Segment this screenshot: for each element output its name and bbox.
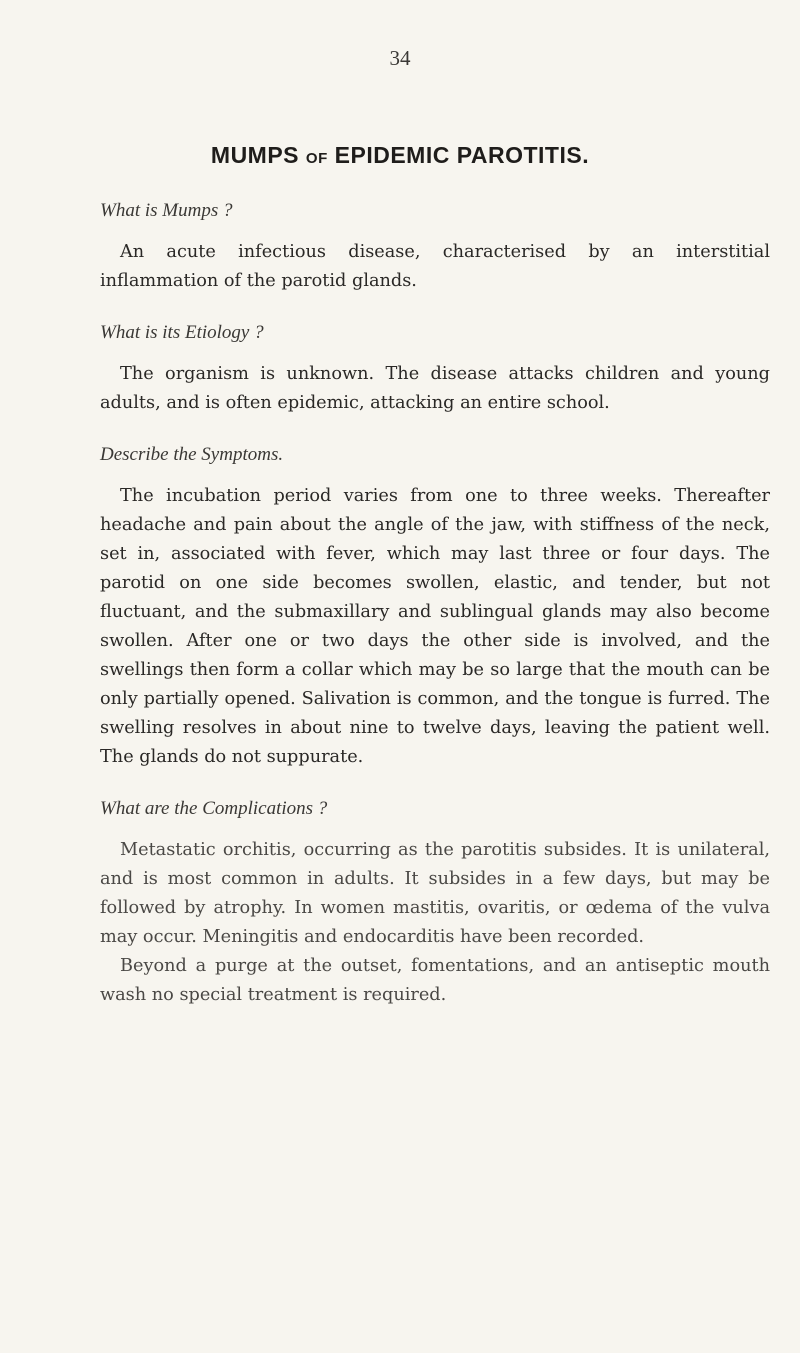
title-part-or: OF [305,150,328,167]
page-title [0,142,800,169]
section-definition [100,200,770,296]
question-heading: What are the Complications ? [100,798,328,819]
answer-paragraph-treatment: Beyond a purge at the outset, fomentations, and an antiseptic mouth wash no special treatment is required. [100,956,770,1005]
answer-paragraph: An acute infectious disease, characterised by an interstitial inflammation of the parotid glands. [100,242,770,291]
answer-paragraph: The incubation period varies from one to three weeks. Thereafter headache and pain about the angle of the jaw, with stiffness of the neck, set in, associated with fever, which may last three or four days. The parotid on one side becomes swollen, elastic, and tender, but not fluctuant, and the submaxillary and sublingual glands may also become swollen. After one or two days the other side is involved, and the swellings then form a collar which may be so large that the mouth can be only partially opened. Salivation is common, and the tongue is furred. The swelling resolves in about nine to twelve days, leaving the patient well. The glands do not suppurate. [100,486,770,767]
article-body [100,200,770,1036]
answer-paragraph: The organism is unknown. The disease attacks children and young adults, and is often epidemic, attacking an entire school. [100,364,770,413]
answer-paragraph: Metastatic orchitis, occurring as the parotitis subsides. It is unilateral, and is most common in adults. It subsides in a few days, but may be followed by atrophy. In women mastitis, ovaritis, or œdema of the vulva may occur. Meningitis and endocarditis have been recorded. [100,840,770,947]
question-heading: Describe the Symptoms. [100,444,284,465]
title-part-mumps: MUMPS [210,142,300,168]
question-heading: What is Mumps ? [100,200,233,221]
section-symptoms [100,444,770,772]
section-complications [100,798,770,1010]
page-number: 34 [389,46,411,70]
question-heading: What is its Etiology ? [100,322,264,343]
section-etiology [100,322,770,418]
title-part-parotitis: EPIDEMIC PAROTITIS. [334,142,590,168]
